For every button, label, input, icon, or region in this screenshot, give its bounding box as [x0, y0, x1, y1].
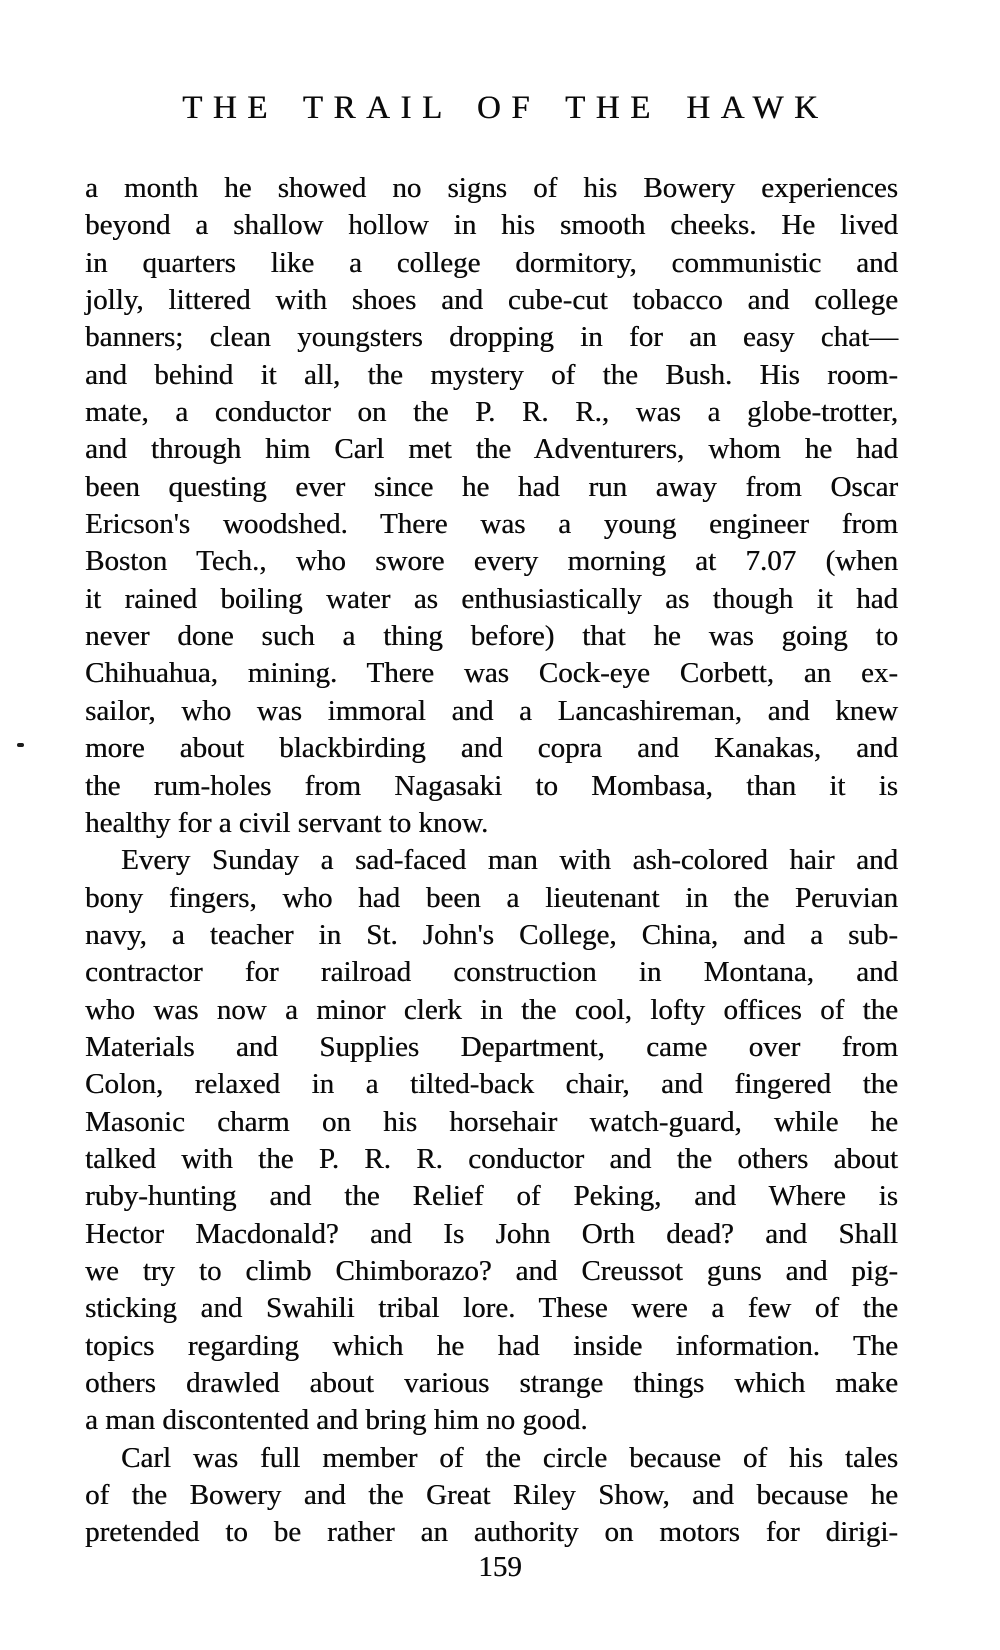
text-line: pretended to be rather an authority on motors for dirigi-	[85, 1516, 898, 1549]
text-line: beyond a shallow hollow in his smooth cheeks. He lived	[85, 209, 898, 242]
text-line: banners; clean youngsters dropping in for an easy chat—	[85, 321, 898, 354]
text-line: Ericson's woodshed. There was a young engineer from	[85, 508, 898, 541]
text-line: been questing ever since he had run away from Oscar	[85, 470, 898, 503]
text-line: topics regarding which he had inside information. The	[85, 1329, 898, 1362]
text-line: a month he showed no signs of his Bowery experiences	[85, 172, 898, 204]
text-line: Carl was full member of the circle because of his tales	[121, 1441, 898, 1474]
text-line: Boston Tech., who swore every morning at 7.07 (when	[85, 545, 898, 578]
margin-ink-speck	[17, 743, 24, 747]
text-line: who was now a minor clerk in the cool, lofty offices of the	[85, 993, 898, 1026]
page-number: 159	[478, 1551, 522, 1583]
text-line: and behind it all, the mystery of the Bush. His room-	[85, 358, 898, 391]
page-title: THE TRAIL OF THE HAWK	[182, 90, 829, 126]
text-line: talked with the P. R. R. conductor and the others about	[85, 1142, 898, 1175]
text-line: navy, a teacher in St. John's College, China, and a sub-	[85, 918, 898, 951]
text-line: Materials and Supplies Department, came over from	[85, 1030, 898, 1063]
text-line: jolly, littered with shoes and cube-cut tobacco and college	[85, 284, 898, 317]
text-line: healthy for a civil servant to know.	[85, 806, 489, 839]
text-line: Colon, relaxed in a tilted-back chair, and fingered the	[85, 1068, 898, 1101]
text-line: contractor for railroad construction in Montana, and	[85, 956, 898, 989]
text-line: Hector Macdonald? and Is John Orth dead? and Shall	[85, 1217, 898, 1250]
text-line: Every Sunday a sad-faced man with ash-colored hair and	[121, 844, 898, 877]
text-line: never done such a thing before) that he was going to	[85, 620, 898, 653]
text-line: sailor, who was immoral and a Lancashireman, and knew	[85, 694, 898, 727]
text-line: bony fingers, who had been a lieutenant in the Peruvian	[85, 881, 898, 914]
text-line: more about blackbirding and copra and Kanakas, and	[85, 732, 898, 765]
text-line: others drawled about various strange things which make	[85, 1367, 898, 1399]
text-line: a man discontented and bring him no good.	[85, 1404, 588, 1437]
page-body	[85, 170, 898, 1552]
text-line: and through him Carl met the Adventurers, whom he had	[85, 433, 898, 466]
text-line: Masonic charm on his horsehair watch-guard, while he	[85, 1105, 898, 1138]
text-line: mate, a conductor on the P. R. R., was a globe-trotter,	[85, 396, 898, 429]
text-line: we try to climb Chimborazo? and Creussot guns and pig-	[85, 1254, 898, 1287]
text-line: it rained boiling water as enthusiastically as though it had	[85, 582, 898, 615]
text-line: the rum-holes from Nagasaki to Mombasa, than it is	[85, 769, 898, 802]
text-line: ruby-hunting and the Relief of Peking, and Where is	[85, 1180, 898, 1213]
text-line: Chihuahua, mining. There was Cock-eye Corbett, an ex-	[85, 657, 898, 690]
text-line: sticking and Swahili tribal lore. These were a few of the	[85, 1292, 898, 1325]
text-line: of the Bowery and the Great Riley Show, and because he	[85, 1479, 898, 1512]
text-line: in quarters like a college dormitory, communistic and	[85, 246, 898, 279]
